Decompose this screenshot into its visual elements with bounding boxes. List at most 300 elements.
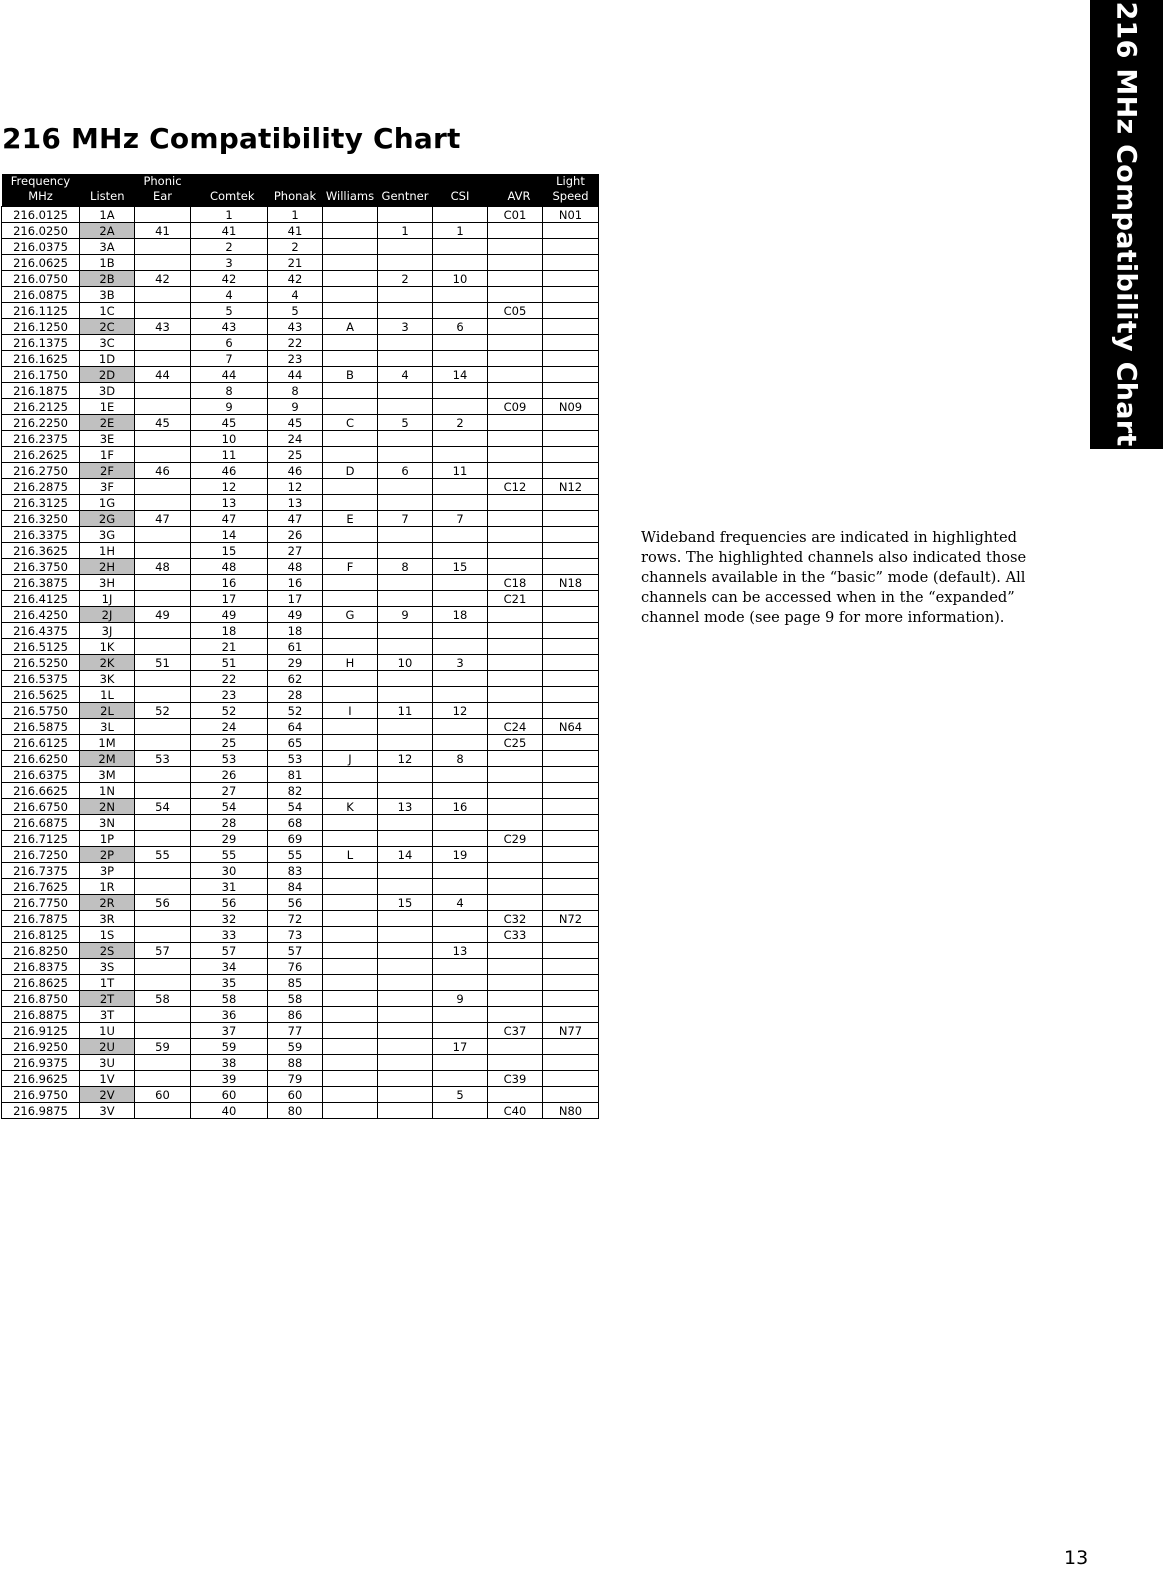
table-row: [2, 303, 599, 319]
cell-csi: [433, 447, 488, 463]
table-row: [2, 207, 599, 223]
cell-gentner: [378, 255, 433, 271]
cell-csi: [433, 575, 488, 591]
column-header-line1: [82, 174, 125, 189]
cell-williams: [323, 223, 378, 239]
cell-williams: [323, 959, 378, 975]
cell-avr: C24: [488, 719, 543, 735]
cell-light-speed: [543, 943, 599, 959]
cell-listen: 2L: [80, 703, 135, 719]
cell-williams: I: [323, 703, 378, 719]
cell-listen: 2P: [80, 847, 135, 863]
cell-listen: 1K: [80, 639, 135, 655]
cell-listen: 1G: [80, 495, 135, 511]
cell-listen: 2V: [80, 1087, 135, 1103]
cell-csi: [433, 879, 488, 895]
cell-light-speed: [543, 959, 599, 975]
table-row: [2, 1007, 599, 1023]
cell-frequency: 216.8375: [2, 959, 80, 975]
cell-light-speed: N77: [543, 1023, 599, 1039]
cell-comtek: 15: [191, 543, 268, 559]
cell-gentner: [378, 575, 433, 591]
cell-avr: C12: [488, 479, 543, 495]
cell-phonak: 22: [268, 335, 323, 351]
column-header-line1: Phonic: [143, 174, 182, 188]
cell-phonak: 49: [268, 607, 323, 623]
cell-listen: 2D: [80, 367, 135, 383]
cell-phonak: 79: [268, 1071, 323, 1087]
cell-light-speed: [543, 847, 599, 863]
cell-csi: 11: [433, 463, 488, 479]
table-row: [2, 671, 599, 687]
cell-frequency: 216.6250: [2, 751, 80, 767]
table-row: [2, 639, 599, 655]
table-body: [2, 207, 599, 1119]
cell-avr: [488, 239, 543, 255]
cell-phonic-ear: 54: [135, 799, 191, 815]
cell-phonic-ear: [135, 383, 191, 399]
cell-listen: 1S: [80, 927, 135, 943]
cell-avr: [488, 1055, 543, 1071]
cell-comtek: 13: [191, 495, 268, 511]
cell-light-speed: [543, 223, 599, 239]
cell-avr: C09: [488, 399, 543, 415]
cell-listen: 1V: [80, 1071, 135, 1087]
cell-listen: 2E: [80, 415, 135, 431]
cell-csi: [433, 1055, 488, 1071]
cell-comtek: 14: [191, 527, 268, 543]
cell-listen: 2F: [80, 463, 135, 479]
cell-gentner: [378, 783, 433, 799]
cell-phonic-ear: [135, 255, 191, 271]
cell-avr: [488, 447, 543, 463]
cell-williams: [323, 351, 378, 367]
cell-light-speed: [543, 351, 599, 367]
cell-williams: [323, 543, 378, 559]
column-header-light-speed: [543, 174, 599, 207]
cell-phonak: 18: [268, 623, 323, 639]
cell-frequency: 216.3875: [2, 575, 80, 591]
cell-phonic-ear: [135, 623, 191, 639]
column-header-line2: MHz: [28, 189, 53, 203]
cell-phonak: 65: [268, 735, 323, 751]
cell-williams: [323, 895, 378, 911]
cell-light-speed: [543, 271, 599, 287]
cell-csi: [433, 399, 488, 415]
cell-csi: [433, 911, 488, 927]
cell-gentner: 3: [378, 319, 433, 335]
header-row: [2, 174, 599, 207]
cell-gentner: [378, 671, 433, 687]
cell-phonic-ear: [135, 1023, 191, 1039]
cell-comtek: 51: [191, 655, 268, 671]
cell-listen: 2T: [80, 991, 135, 1007]
cell-light-speed: [543, 799, 599, 815]
cell-phonak: 57: [268, 943, 323, 959]
cell-avr: [488, 671, 543, 687]
cell-light-speed: [543, 335, 599, 351]
table-row: [2, 751, 599, 767]
cell-comtek: 18: [191, 623, 268, 639]
cell-csi: [433, 623, 488, 639]
cell-light-speed: [543, 415, 599, 431]
cell-csi: [433, 1007, 488, 1023]
cell-phonic-ear: [135, 303, 191, 319]
cell-phonic-ear: [135, 639, 191, 655]
table-row: [2, 559, 599, 575]
cell-listen: 3R: [80, 911, 135, 927]
cell-avr: C21: [488, 591, 543, 607]
cell-frequency: 216.6375: [2, 767, 80, 783]
cell-williams: [323, 575, 378, 591]
cell-phonak: 12: [268, 479, 323, 495]
cell-williams: [323, 383, 378, 399]
cell-listen: 2J: [80, 607, 135, 623]
cell-avr: [488, 431, 543, 447]
cell-light-speed: N12: [543, 479, 599, 495]
cell-light-speed: [543, 639, 599, 655]
cell-phonak: 59: [268, 1039, 323, 1055]
cell-williams: H: [323, 655, 378, 671]
cell-light-speed: [543, 463, 599, 479]
cell-light-speed: [543, 879, 599, 895]
cell-comtek: 25: [191, 735, 268, 751]
cell-phonak: 42: [268, 271, 323, 287]
wideband-note: Wideband frequencies are indicated in highlighted rows. The highlighted channels also indicated those channels available in the “basic” mode (default). All channels can be accessed when in the “expanded” channel mode (see page 9 for more information).: [641, 529, 1027, 626]
table-row: [2, 463, 599, 479]
cell-frequency: 216.2375: [2, 431, 80, 447]
cell-listen: 3H: [80, 575, 135, 591]
cell-csi: 12: [433, 703, 488, 719]
table-row: [2, 431, 599, 447]
cell-light-speed: N80: [543, 1103, 599, 1119]
table-row: [2, 223, 599, 239]
cell-avr: [488, 1087, 543, 1103]
cell-light-speed: N64: [543, 719, 599, 735]
cell-gentner: [378, 335, 433, 351]
cell-phonak: 56: [268, 895, 323, 911]
cell-gentner: [378, 527, 433, 543]
cell-gentner: [378, 1071, 433, 1087]
cell-comtek: 45: [191, 415, 268, 431]
cell-avr: [488, 335, 543, 351]
table-row: [2, 863, 599, 879]
cell-csi: 18: [433, 607, 488, 623]
table-row: [2, 367, 599, 383]
cell-phonak: 4: [268, 287, 323, 303]
cell-frequency: 216.3625: [2, 543, 80, 559]
cell-phonak: 73: [268, 927, 323, 943]
side-tab-label: 216 MHz Compatibility Chart: [1110, 1, 1142, 447]
cell-phonic-ear: [135, 1055, 191, 1071]
table-row: [2, 495, 599, 511]
cell-csi: [433, 527, 488, 543]
cell-listen: 3L: [80, 719, 135, 735]
cell-avr: [488, 847, 543, 863]
cell-csi: [433, 719, 488, 735]
cell-williams: [323, 767, 378, 783]
cell-light-speed: N01: [543, 207, 599, 223]
cell-phonak: 77: [268, 1023, 323, 1039]
cell-csi: [433, 383, 488, 399]
column-header-frequency: [2, 174, 80, 207]
cell-light-speed: [543, 671, 599, 687]
cell-williams: [323, 1071, 378, 1087]
cell-csi: [433, 959, 488, 975]
cell-gentner: 13: [378, 799, 433, 815]
table-row: [2, 623, 599, 639]
table-row: [2, 975, 599, 991]
cell-frequency: 216.9125: [2, 1023, 80, 1039]
cell-frequency: 216.9375: [2, 1055, 80, 1071]
cell-light-speed: [543, 831, 599, 847]
cell-csi: 17: [433, 1039, 488, 1055]
cell-gentner: [378, 479, 433, 495]
cell-williams: [323, 943, 378, 959]
cell-phonic-ear: [135, 207, 191, 223]
cell-phonic-ear: 45: [135, 415, 191, 431]
cell-phonak: 62: [268, 671, 323, 687]
cell-listen: 3V: [80, 1103, 135, 1119]
cell-williams: [323, 863, 378, 879]
cell-avr: [488, 767, 543, 783]
cell-gentner: [378, 207, 433, 223]
cell-listen: 3M: [80, 767, 135, 783]
table-row: [2, 415, 599, 431]
cell-williams: [323, 271, 378, 287]
cell-gentner: [378, 1055, 433, 1071]
cell-light-speed: [543, 447, 599, 463]
cell-avr: [488, 623, 543, 639]
cell-csi: 9: [433, 991, 488, 1007]
cell-comtek: 49: [191, 607, 268, 623]
cell-light-speed: [543, 783, 599, 799]
column-header-gentner: [378, 174, 433, 207]
cell-listen: 3F: [80, 479, 135, 495]
cell-listen: 2A: [80, 223, 135, 239]
cell-frequency: 216.1875: [2, 383, 80, 399]
cell-csi: 10: [433, 271, 488, 287]
cell-gentner: [378, 1087, 433, 1103]
cell-csi: 16: [433, 799, 488, 815]
cell-csi: [433, 431, 488, 447]
cell-gentner: [378, 447, 433, 463]
cell-phonic-ear: 56: [135, 895, 191, 911]
cell-csi: [433, 639, 488, 655]
cell-williams: [323, 991, 378, 1007]
cell-phonic-ear: 58: [135, 991, 191, 1007]
cell-frequency: 216.7625: [2, 879, 80, 895]
column-header-line2: CSI: [450, 189, 470, 203]
cell-phonic-ear: [135, 783, 191, 799]
table-row: [2, 239, 599, 255]
cell-williams: [323, 623, 378, 639]
cell-phonic-ear: [135, 911, 191, 927]
cell-phonak: 88: [268, 1055, 323, 1071]
cell-phonic-ear: [135, 239, 191, 255]
cell-avr: [488, 415, 543, 431]
cell-williams: [323, 399, 378, 415]
cell-avr: [488, 991, 543, 1007]
cell-gentner: [378, 767, 433, 783]
table-header: [2, 174, 599, 207]
cell-avr: C29: [488, 831, 543, 847]
cell-listen: 2M: [80, 751, 135, 767]
table-row: [2, 911, 599, 927]
cell-light-speed: [543, 543, 599, 559]
cell-phonak: 47: [268, 511, 323, 527]
cell-phonak: 1: [268, 207, 323, 223]
cell-comtek: 58: [191, 991, 268, 1007]
column-header-line1: [435, 174, 486, 189]
cell-phonic-ear: [135, 815, 191, 831]
cell-phonic-ear: 46: [135, 463, 191, 479]
column-header-line1: [193, 174, 255, 189]
cell-listen: 1J: [80, 591, 135, 607]
cell-phonic-ear: 53: [135, 751, 191, 767]
cell-gentner: [378, 991, 433, 1007]
cell-csi: [433, 927, 488, 943]
cell-phonic-ear: 43: [135, 319, 191, 335]
cell-light-speed: [543, 239, 599, 255]
cell-avr: C37: [488, 1023, 543, 1039]
cell-phonic-ear: 48: [135, 559, 191, 575]
cell-frequency: 216.7375: [2, 863, 80, 879]
cell-gentner: [378, 879, 433, 895]
cell-listen: 1D: [80, 351, 135, 367]
cell-phonak: 29: [268, 655, 323, 671]
cell-avr: [488, 799, 543, 815]
cell-phonak: 16: [268, 575, 323, 591]
cell-gentner: [378, 623, 433, 639]
cell-williams: [323, 831, 378, 847]
cell-phonak: 25: [268, 447, 323, 463]
cell-williams: [323, 495, 378, 511]
cell-gentner: [378, 719, 433, 735]
cell-gentner: 2: [378, 271, 433, 287]
cell-comtek: 37: [191, 1023, 268, 1039]
cell-phonic-ear: [135, 687, 191, 703]
page-number: 13: [1064, 1547, 1089, 1569]
table-row: [2, 783, 599, 799]
cell-gentner: [378, 943, 433, 959]
table-row: [2, 719, 599, 735]
cell-csi: [433, 783, 488, 799]
cell-comtek: 2: [191, 239, 268, 255]
cell-phonic-ear: [135, 495, 191, 511]
cell-comtek: 46: [191, 463, 268, 479]
cell-frequency: 216.2125: [2, 399, 80, 415]
cell-frequency: 216.8250: [2, 943, 80, 959]
cell-williams: [323, 207, 378, 223]
cell-frequency: 216.3750: [2, 559, 80, 575]
cell-gentner: [378, 735, 433, 751]
cell-frequency: 216.1250: [2, 319, 80, 335]
cell-phonak: 44: [268, 367, 323, 383]
cell-listen: 2U: [80, 1039, 135, 1055]
cell-light-speed: [543, 607, 599, 623]
table-row: [2, 703, 599, 719]
cell-phonic-ear: 59: [135, 1039, 191, 1055]
cell-avr: [488, 383, 543, 399]
cell-frequency: 216.1375: [2, 335, 80, 351]
cell-light-speed: [543, 431, 599, 447]
cell-williams: E: [323, 511, 378, 527]
cell-williams: [323, 255, 378, 271]
cell-williams: J: [323, 751, 378, 767]
cell-avr: [488, 959, 543, 975]
cell-listen: 3K: [80, 671, 135, 687]
cell-phonak: 72: [268, 911, 323, 927]
cell-comtek: 12: [191, 479, 268, 495]
cell-frequency: 216.6875: [2, 815, 80, 831]
cell-frequency: 216.2250: [2, 415, 80, 431]
cell-frequency: 216.6125: [2, 735, 80, 751]
cell-csi: [433, 767, 488, 783]
cell-csi: [433, 335, 488, 351]
cell-williams: [323, 1055, 378, 1071]
cell-gentner: [378, 815, 433, 831]
cell-comtek: 6: [191, 335, 268, 351]
cell-comtek: 31: [191, 879, 268, 895]
cell-gentner: [378, 687, 433, 703]
cell-phonic-ear: [135, 975, 191, 991]
cell-light-speed: [543, 255, 599, 271]
cell-frequency: 216.2625: [2, 447, 80, 463]
cell-williams: [323, 527, 378, 543]
cell-light-speed: [543, 927, 599, 943]
cell-listen: 3S: [80, 959, 135, 975]
cell-frequency: 216.0250: [2, 223, 80, 239]
cell-listen: 1M: [80, 735, 135, 751]
cell-listen: 1P: [80, 831, 135, 847]
cell-light-speed: [543, 559, 599, 575]
cell-phonak: 8: [268, 383, 323, 399]
column-header-listen: [80, 174, 135, 207]
table-row: [2, 479, 599, 495]
cell-csi: [433, 687, 488, 703]
cell-comtek: 59: [191, 1039, 268, 1055]
cell-avr: [488, 463, 543, 479]
cell-phonic-ear: 52: [135, 703, 191, 719]
cell-listen: 2R: [80, 895, 135, 911]
cell-williams: [323, 735, 378, 751]
cell-avr: [488, 703, 543, 719]
cell-phonak: 55: [268, 847, 323, 863]
cell-avr: C32: [488, 911, 543, 927]
cell-avr: [488, 783, 543, 799]
cell-frequency: 216.1125: [2, 303, 80, 319]
cell-avr: [488, 271, 543, 287]
cell-comtek: 16: [191, 575, 268, 591]
cell-williams: [323, 591, 378, 607]
column-header-phonic-ear: [135, 174, 191, 207]
cell-williams: [323, 671, 378, 687]
cell-phonic-ear: [135, 1103, 191, 1119]
table-row: [2, 991, 599, 1007]
column-header-line2: Williams: [325, 189, 375, 203]
cell-williams: L: [323, 847, 378, 863]
cell-phonic-ear: [135, 831, 191, 847]
cell-gentner: 9: [378, 607, 433, 623]
cell-csi: [433, 975, 488, 991]
cell-csi: 3: [433, 655, 488, 671]
cell-williams: [323, 879, 378, 895]
table-row: [2, 1103, 599, 1119]
cell-avr: [488, 863, 543, 879]
table-row: [2, 335, 599, 351]
cell-listen: 3D: [80, 383, 135, 399]
